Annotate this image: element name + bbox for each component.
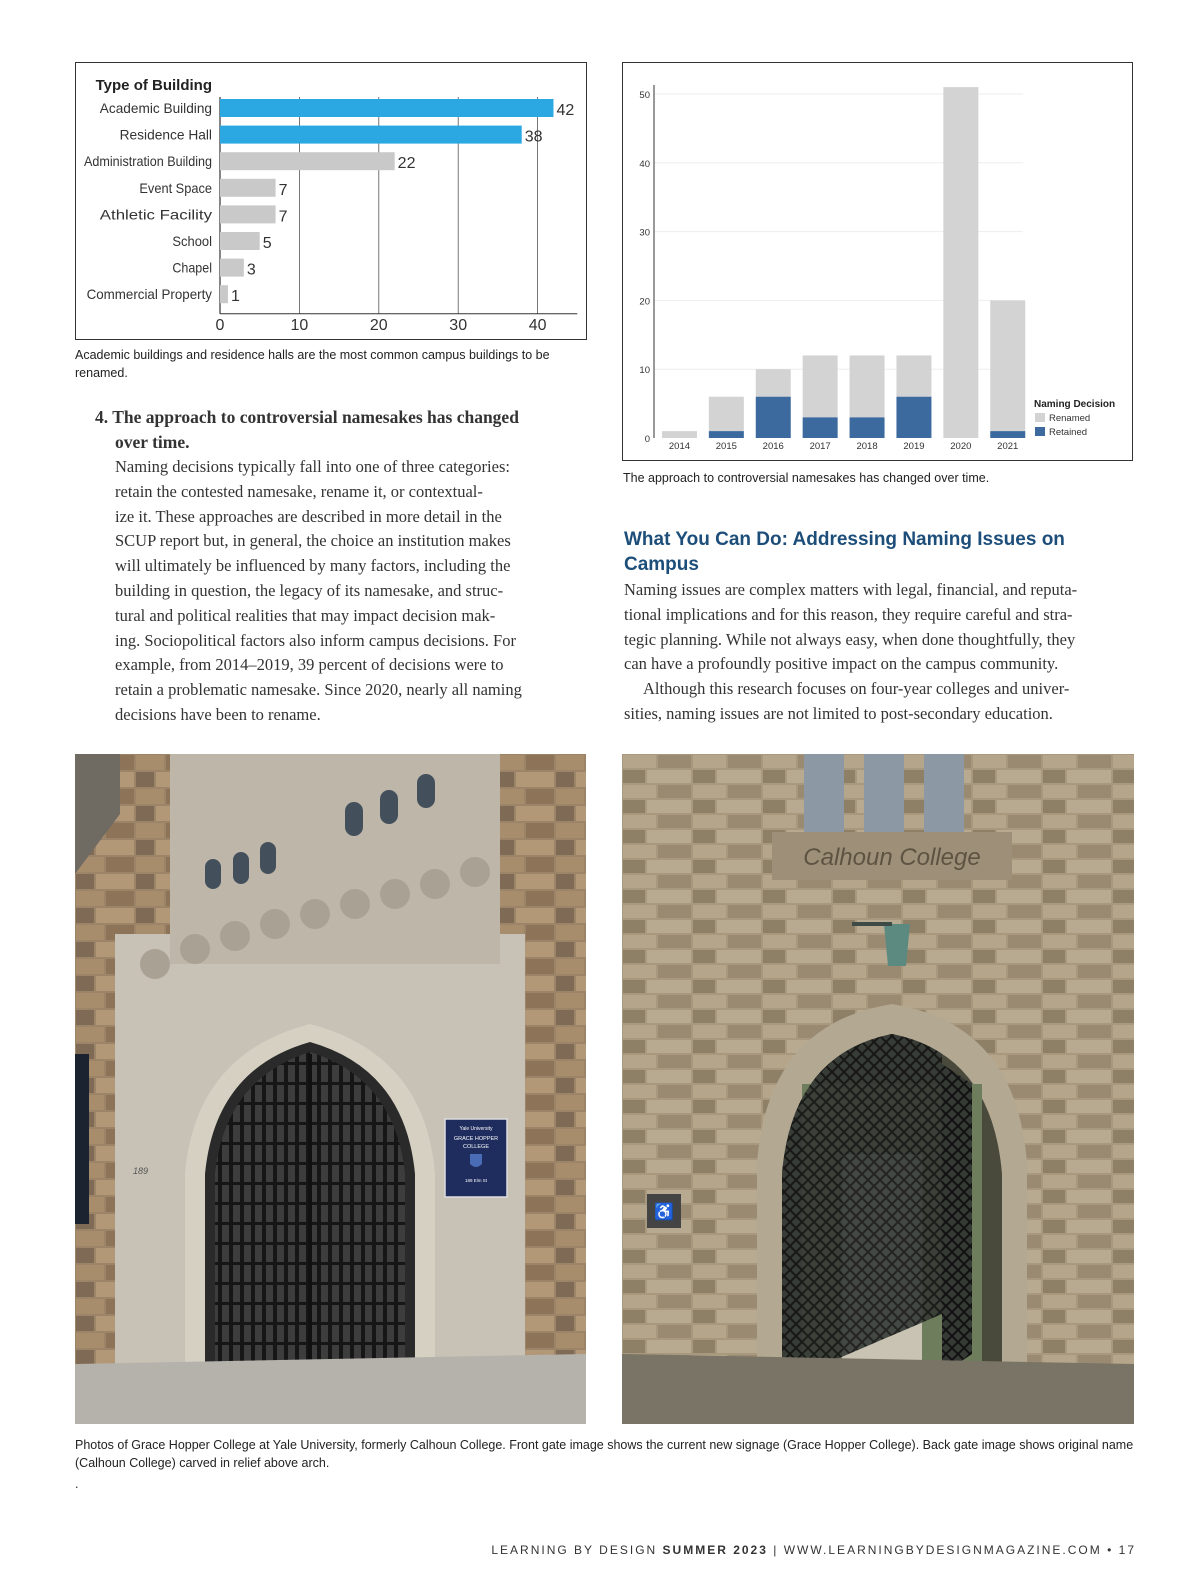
building-type-bar-chart — [76, 63, 586, 339]
front-gate-photo — [75, 754, 586, 1424]
item-heading-line1: The approach to controversial namesakes has changed — [112, 407, 519, 427]
bar-value-label: 22 — [397, 155, 416, 173]
body-line: Naming decisions typically fall into one of three categories: — [115, 457, 510, 476]
category-label: Residence Hall — [119, 126, 212, 143]
front-gate-illustration — [75, 754, 586, 1424]
building-type-chart-frame — [75, 62, 587, 340]
bar-retained — [803, 417, 838, 438]
right-chart-caption: The approach to controversial namesakes has changed over time. — [623, 471, 990, 485]
category-label: Chapel — [172, 259, 212, 276]
body-line: building in question, the legacy of its namesake, and struc- — [115, 580, 504, 600]
bar-retained — [990, 431, 1025, 438]
category-label: Event Space — [139, 179, 213, 196]
x-tick-label: 40 — [528, 316, 547, 334]
website-link[interactable]: WWW.LEARNINGBYDESIGNMAGAZINE.COM — [783, 1543, 1102, 1557]
bar-renamed — [662, 431, 697, 438]
body-line: example, from 2014–2019, 39 percent of decisions were to — [115, 655, 504, 675]
bar-renamed — [896, 355, 931, 396]
bar-retained — [896, 397, 931, 438]
bar-value-label: 38 — [524, 128, 543, 146]
lantern-icon — [884, 924, 910, 966]
sign-address-text: 189 Elm St — [464, 1178, 488, 1183]
bar-value-label: 7 — [278, 181, 288, 199]
legend-title: Naming Decision — [1034, 399, 1116, 410]
body-line: Although this research focuses on four-year colleges and univer- — [643, 679, 1070, 699]
bar — [220, 232, 260, 250]
x-tick-label: 2017 — [809, 441, 831, 452]
body-line: Naming issues are complex matters with legal, financial, and reputa- — [624, 580, 1078, 599]
bar — [220, 99, 553, 117]
body-line: retain the contested namesake, rename it, or contextual- — [115, 481, 483, 501]
building-number-text: 189 — [133, 1166, 149, 1176]
bar — [220, 205, 276, 223]
category-label: School — [172, 233, 212, 249]
x-tick-label: 2018 — [856, 441, 878, 452]
bar-renamed — [850, 355, 885, 417]
body-line: can have a profoundly positive impact on the campus community. — [624, 654, 1059, 674]
bar — [220, 179, 276, 197]
body-line: decisions have been to rename. — [115, 704, 321, 724]
y-tick-label: 10 — [639, 365, 650, 377]
y-tick-label: 0 — [644, 434, 650, 445]
legend-swatch-renamed — [1035, 413, 1045, 422]
bar-renamed — [943, 87, 978, 438]
bar — [220, 259, 244, 277]
body-line: tegic planning. While not always easy, when done thoughtfully, they — [624, 629, 1076, 649]
carved-name-text: Calhoun College — [803, 844, 981, 871]
bar-value-label: 42 — [556, 102, 575, 119]
y-tick-label: 20 — [639, 296, 650, 308]
chart-title: Type of Building — [95, 77, 212, 94]
back-gate-illustration — [622, 754, 1134, 1424]
x-tick-label: 2016 — [762, 441, 784, 452]
x-tick-label: 30 — [449, 316, 468, 334]
body-line: ing. Sociopolitical factors also inform campus decisions. For — [115, 630, 516, 650]
bar-value-label: 1 — [230, 288, 240, 306]
body-line: tional implications and for this reason, they require careful and stra- — [624, 604, 1073, 624]
back-gate-photo — [622, 754, 1134, 1424]
legend-label-renamed: Renamed — [1049, 413, 1091, 424]
footer-separator: | — [773, 1543, 779, 1557]
y-tick-label: 50 — [639, 90, 650, 101]
sign-university-text: Yale University — [459, 1126, 493, 1132]
bar-retained — [850, 417, 885, 438]
bar — [220, 126, 522, 144]
body-line: SCUP report but, in general, the choice an institution makes — [115, 531, 511, 551]
page-number: 17 — [1118, 1543, 1136, 1557]
bar-renamed — [756, 369, 791, 397]
section-heading — [624, 527, 1144, 577]
sign-college-name-line1: GRACE HOPPER — [453, 1136, 499, 1142]
naming-decision-stacked-bar-chart — [623, 63, 1132, 460]
x-tick-label: 2020 — [950, 441, 972, 452]
bar-value-label: 7 — [278, 208, 288, 226]
item-4-heading — [95, 405, 595, 455]
x-tick-label: 10 — [290, 316, 309, 334]
category-label: Commercial Property — [86, 286, 212, 303]
item-4-body — [115, 455, 585, 728]
bar-renamed — [709, 397, 744, 431]
bar — [220, 285, 228, 303]
body-line: tural and political realities that may impact decision mak- — [115, 605, 496, 625]
photos-caption: Photos of Grace Hopper College at Yale University, formerly Calhoun College. Front gate image shows the current new signage (Grace Hopper College). Back gate image shows original name (Calhoun College) carved in relief above arch. — [75, 1438, 1134, 1470]
page-footer — [491, 1543, 1136, 1557]
left-chart-caption: Academic buildings and residence halls are the most common campus buildings to be renamed. — [75, 348, 550, 380]
x-tick-label: 0 — [215, 316, 225, 334]
x-tick-label: 20 — [369, 316, 388, 334]
sign-college-name-line2: COLLEGE — [463, 1144, 489, 1150]
body-line: sities, naming issues are not limited to post-secondary education. — [624, 703, 1053, 723]
x-tick-label: 2015 — [715, 441, 737, 452]
bar-renamed — [990, 300, 1025, 431]
body-line: ize it. These approaches are described in more detail in the — [115, 506, 502, 526]
chart-legend — [1034, 399, 1115, 438]
body-line: retain a problematic namesake. Since 2020, nearly all naming — [115, 680, 522, 700]
bar-retained — [756, 397, 791, 438]
section-body — [624, 578, 1144, 727]
item-heading-line2: over time. — [115, 432, 190, 452]
legend-label-retained: Retained — [1049, 427, 1088, 438]
footer-bullet: • — [1107, 1543, 1114, 1557]
section-heading-line1: What You Can Do: Addressing Naming Issues on — [624, 529, 1065, 550]
x-tick-label: 2019 — [903, 441, 925, 452]
naming-decision-chart-frame — [622, 62, 1133, 461]
category-label: Athletic Facility — [99, 206, 212, 223]
x-tick-label: 2014 — [668, 441, 691, 452]
body-line: will ultimately be influenced by many factors, including the — [115, 556, 511, 576]
issue-label: SUMMER 2023 — [662, 1543, 768, 1557]
x-tick-label: 2021 — [997, 441, 1019, 452]
bar-retained — [709, 431, 744, 438]
y-tick-label: 40 — [639, 158, 650, 170]
bar-value-label: 3 — [246, 261, 256, 279]
accessibility-icon: ♿ — [654, 1204, 674, 1221]
item-number: 4. — [95, 407, 109, 427]
magazine-name: LEARNING BY DESIGN — [491, 1543, 658, 1557]
category-label: Administration Building — [84, 153, 212, 170]
section-heading-line2: Campus — [624, 554, 699, 575]
caption-dot: . — [75, 1477, 79, 1491]
bar-value-label: 5 — [262, 235, 272, 252]
bar — [220, 152, 395, 170]
yale-shield-icon — [470, 1154, 482, 1167]
bar-renamed — [803, 355, 838, 417]
y-tick-label: 30 — [639, 227, 650, 239]
category-label: Academic Building — [99, 100, 212, 116]
legend-swatch-retained — [1035, 427, 1045, 436]
